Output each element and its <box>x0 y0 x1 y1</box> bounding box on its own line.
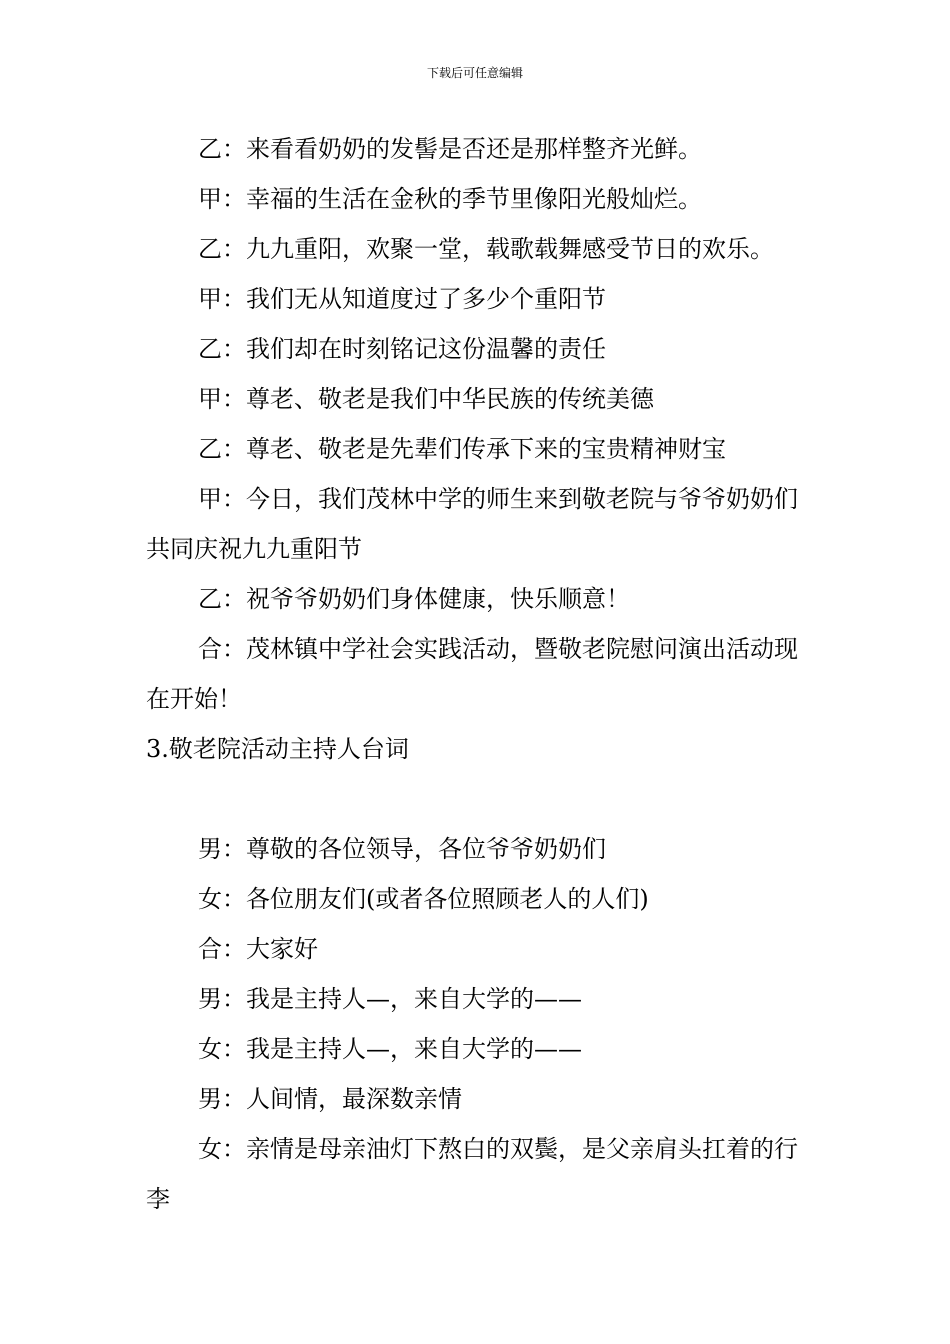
script-line: 男：尊敬的各位领导，各位爷爷奶奶们 <box>198 835 606 863</box>
script-line: 女：我是主持人—，来自大学的—— <box>198 1035 582 1063</box>
script-line: 女：亲情是母亲油灯下熬白的双鬓，是父亲肩头扛着的行李 <box>146 1135 798 1213</box>
script-line: 女：各位朋友们(或者各位照顾老人的人们) <box>198 885 649 913</box>
script-line: 合：大家好 <box>198 935 318 963</box>
script-line: 男：我是主持人—，来自大学的—— <box>198 985 582 1013</box>
script-line: 甲：尊老、敬老是我们中华民族的传统美德 <box>198 385 654 413</box>
blank-line <box>146 774 810 824</box>
script-line: 乙：祝爷爷奶奶们身体健康，快乐顺意！ <box>198 585 630 613</box>
script-line: 男：人间情，最深数亲情 <box>198 1085 462 1113</box>
script-line: 乙：我们却在时刻铭记这份温馨的责任 <box>198 335 606 363</box>
script-line: 甲：我们无从知道度过了多少个重阳节 <box>198 285 606 313</box>
script-line: 合：茂林镇中学社会实践活动，暨敬老院慰问演出活动现在开始！ <box>146 635 798 713</box>
section-heading: 3.敬老院活动主持人台词 <box>146 735 409 763</box>
document-body <box>146 124 810 1224</box>
script-line: 乙：来看看奶奶的发髻是否还是那样整齐光鲜。 <box>198 135 702 163</box>
script-line: 甲：今日，我们茂林中学的师生来到敬老院与爷爷奶奶们共同庆祝九九重阳节 <box>146 485 798 563</box>
script-line: 乙：尊老、敬老是先辈们传承下来的宝贵精神财宝 <box>198 435 726 463</box>
script-line: 乙：九九重阳，欢聚一堂，载歌载舞感受节日的欢乐。 <box>198 235 774 263</box>
script-line: 甲：幸福的生活在金秋的季节里像阳光般灿烂。 <box>198 185 702 213</box>
page-header: 下载后可任意编辑 <box>426 66 523 80</box>
